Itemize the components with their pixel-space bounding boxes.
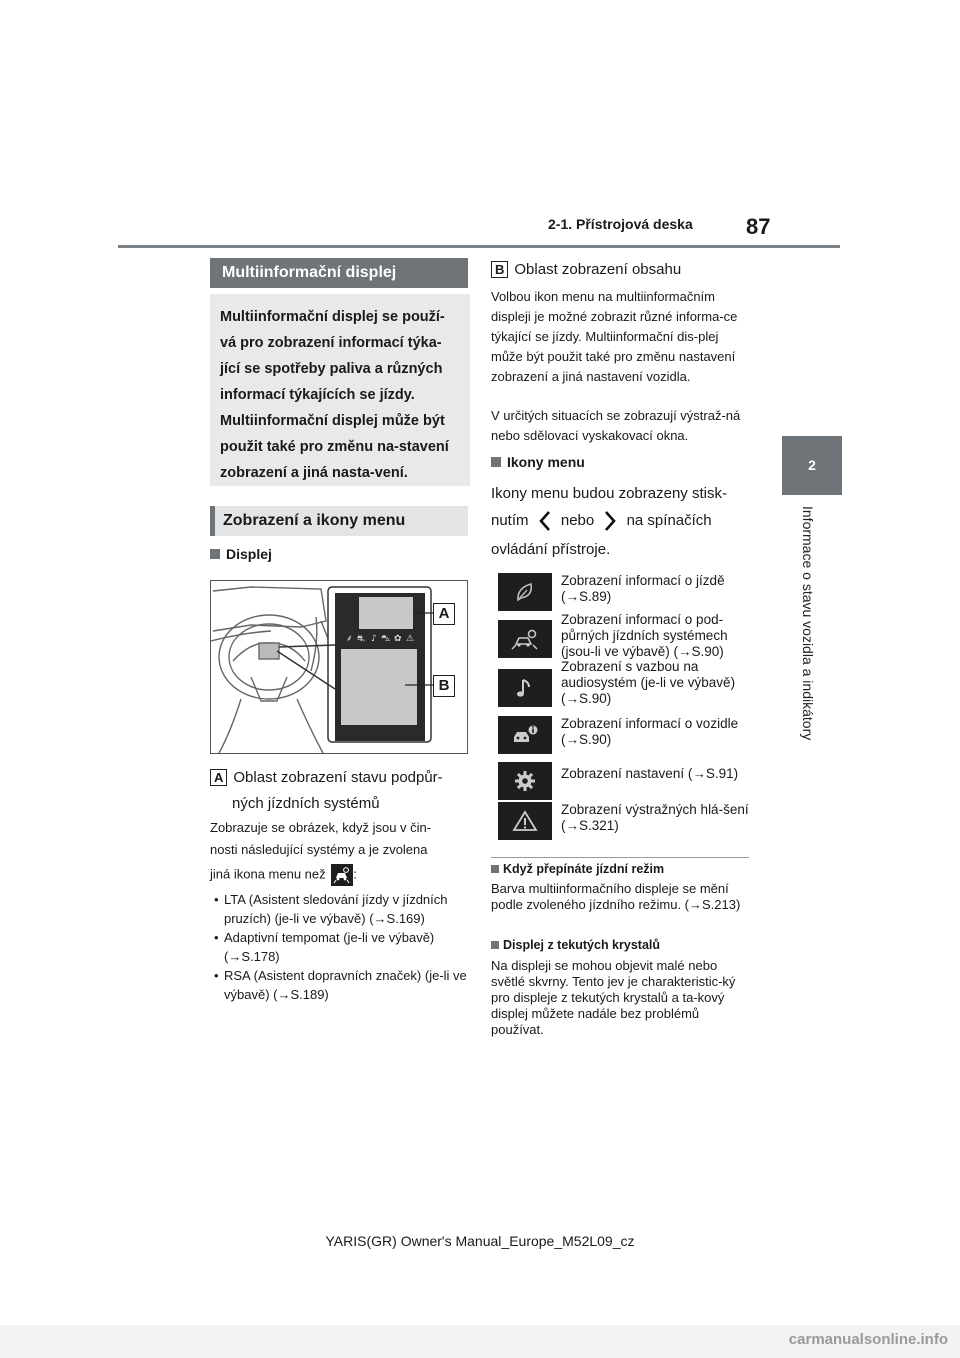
driver-assist-inline-icon bbox=[331, 864, 353, 886]
menu-icon-text: Zobrazení informací o pod-půrných jízdních systémech (jsou-li ve výbavě) (→S.90) bbox=[561, 612, 728, 659]
area-b-title bbox=[491, 256, 751, 284]
subsection-heading: Zobrazení a ikony menu bbox=[210, 506, 468, 536]
svg-text:✿: ✿ bbox=[394, 634, 402, 644]
display-heading: Displej bbox=[210, 546, 272, 562]
area-b-text-2: V určitých situacích se zobrazují výstraž-ná nebo sdělovací vyskakovací okna. bbox=[491, 408, 741, 443]
lcd-text: Na displeji se mohou objevit malé nebo světlé skvrny. Tento jev je charakteristic-ký pro displeje z tekutých krystalů a ta-kový displej můžete nadále bez problémů používat. bbox=[491, 958, 736, 1037]
page-number: 87 bbox=[746, 214, 771, 239]
icons-line-2a: nutím bbox=[491, 512, 529, 529]
icons-line-1: Ikony menu budou zobrazeny stisk- bbox=[491, 485, 727, 502]
svg-text:⚠: ⚠ bbox=[406, 634, 415, 644]
menu-icons-heading: Ikony menu bbox=[491, 454, 585, 470]
car-info-icon bbox=[498, 716, 552, 754]
menu-icon-text: Zobrazení s vazbou na audiosystém (je-li ve výbavě) (→S.90) bbox=[561, 659, 736, 706]
warning-icon bbox=[498, 802, 552, 840]
music-note-icon bbox=[498, 669, 552, 707]
intro-box: Multiinformační displej se použí-vá pro zobrazení informací týka-jící se spotřeby paliva a různých informací týkajících se jízdy. Multiinformační displej může být použit také pro změnu na-stavení zobrazení a jiná nasta-vení. bbox=[210, 294, 470, 486]
menu-icon-text: Zobrazení informací o jízdě (→S.89) bbox=[561, 573, 725, 604]
lcd-heading: Displej z tekutých krystalů bbox=[491, 938, 660, 952]
list-item: • LTA (Asistent sledování jízdy v jízdních pruzích) (je-li ve výbavě) (→S.169) bbox=[210, 890, 470, 928]
icons-line-2b: nebo bbox=[560, 512, 595, 529]
area-a-title bbox=[210, 764, 470, 792]
header-divider bbox=[118, 245, 840, 248]
chapter-side-text: Informace o stavu vozidla a indikátory bbox=[800, 506, 816, 741]
menu-icon-row bbox=[498, 716, 754, 754]
menu-icon-row bbox=[498, 612, 754, 659]
figure-label-b: B bbox=[433, 675, 455, 697]
menu-icon-row bbox=[498, 659, 754, 707]
menu-icon-row bbox=[498, 762, 754, 800]
svg-text:♪: ♪ bbox=[371, 634, 377, 644]
figure-label-a: A bbox=[433, 603, 455, 625]
icons-line-2c: na spínačích bbox=[626, 512, 712, 529]
svg-text:⛍: ⛍ bbox=[381, 634, 391, 644]
list-item: • RSA (Asistent dopravních značek) (je-li ve výbavě) (→S.189) bbox=[210, 966, 470, 1004]
icons-line-2 bbox=[491, 507, 712, 535]
menu-icon-text: Zobrazení výstražných hlá-šení (→S.321) bbox=[561, 802, 749, 833]
area-b-text-1: Volbou ikon menu na multiinformačním displeji je možné zobrazit různé informa-ce týkající se jízdy. Multiinformační dis-plej může být použit také pro změnu nastavení zobrazení a jiná nastavení vozidla. bbox=[491, 289, 738, 384]
menu-icon-text: Zobrazení nastavení (→S.91) bbox=[561, 766, 739, 781]
notes-divider bbox=[491, 857, 749, 858]
section-heading: Multiinformační displej bbox=[210, 258, 468, 288]
chevron-right-icon bbox=[604, 510, 616, 532]
area-a-text-3-end: : bbox=[353, 866, 357, 882]
area-a-text-2: nosti následující systémy a je zvolena bbox=[210, 842, 428, 857]
area-a-text-3-main: jiná ikona menu než bbox=[210, 866, 326, 882]
gear-icon bbox=[498, 762, 552, 800]
label-a: A bbox=[210, 769, 227, 786]
footer-text: YARIS(GR) Owner's Manual_Europe_M52L09_cz bbox=[325, 1233, 635, 1249]
dashboard-illustration bbox=[211, 581, 468, 754]
label-b: B bbox=[491, 261, 508, 278]
driver-assist-icon bbox=[498, 620, 552, 658]
section-title: 2-1. Přístrojová deska bbox=[548, 216, 693, 232]
assist-system-list bbox=[210, 890, 470, 1004]
chapter-tab: 2 bbox=[782, 436, 842, 495]
list-item: • Adaptivní tempomat (je-li ve výbavě) (→S.178) bbox=[210, 928, 470, 966]
chapter-side-text-wrap bbox=[800, 506, 822, 806]
svg-text:⛐: ⛐ bbox=[357, 634, 365, 644]
area-b-title-text: Oblast zobrazení obsahu bbox=[514, 261, 682, 278]
watermark-text: carmanualsonline.info bbox=[788, 1331, 948, 1348]
area-a-text-1: Zobrazuje se obrázek, když jsou v čin- bbox=[210, 820, 432, 835]
watermark-bar bbox=[0, 1325, 960, 1358]
area-a-title-line2: ných jízdních systémů bbox=[232, 795, 380, 812]
driving-mode-heading: Když přepínáte jízdní režim bbox=[491, 862, 664, 876]
area-a-text-3 bbox=[210, 864, 357, 886]
leaf-icon bbox=[498, 573, 552, 611]
menu-icon-row bbox=[498, 573, 754, 611]
svg-text:⸙: ⸙ bbox=[346, 634, 353, 644]
driving-mode-text: Barva multiinformačního displeje se mění podle zvoleného jízdního režimu. (→S.213) bbox=[491, 881, 741, 912]
chevron-left-icon bbox=[539, 510, 551, 532]
menu-icon-text: Zobrazení informací o vozidle (→S.90) bbox=[561, 716, 739, 747]
area-a-title-line1: Oblast zobrazení stavu podpůr- bbox=[233, 769, 443, 786]
menu-icon-row bbox=[498, 802, 754, 840]
dashboard-figure bbox=[210, 580, 468, 754]
icons-line-3: ovládání přístroje. bbox=[491, 541, 611, 558]
